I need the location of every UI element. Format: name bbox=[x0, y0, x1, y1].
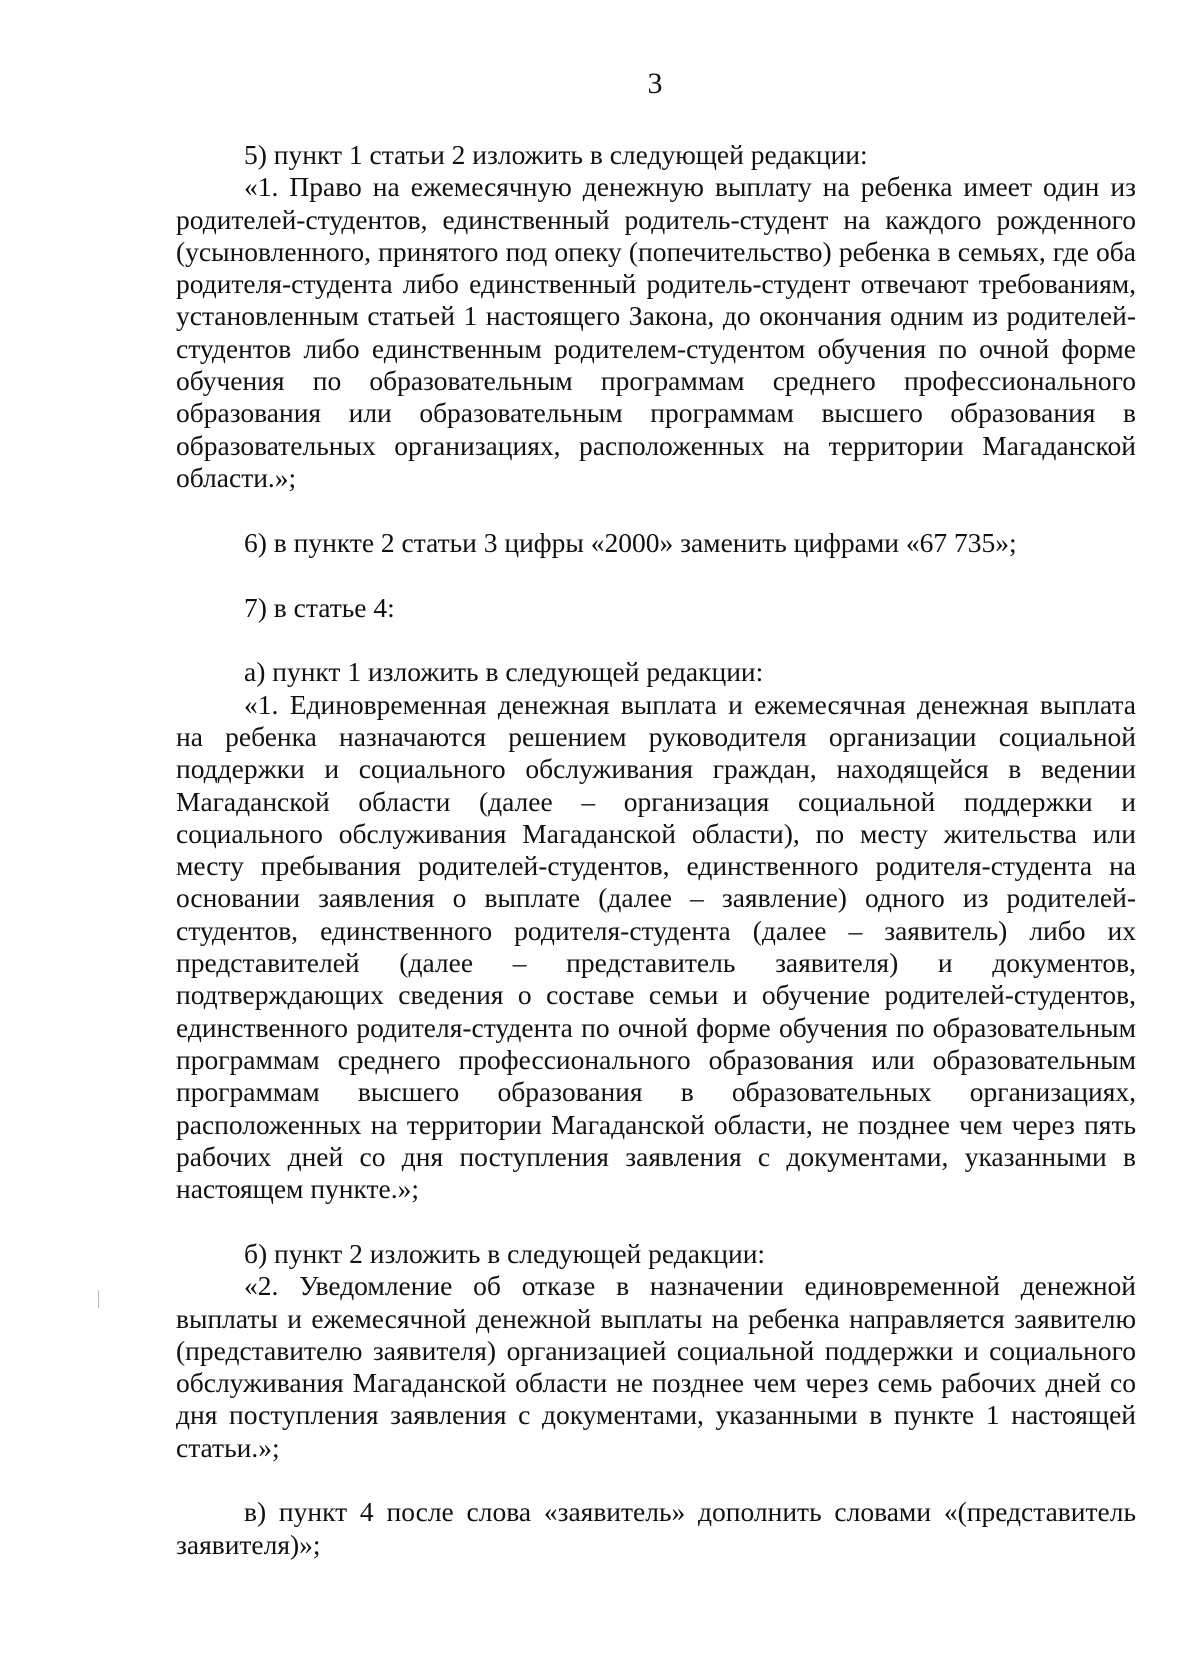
scan-artifact-mark bbox=[98, 1290, 99, 1308]
page-number: 3 bbox=[647, 67, 663, 100]
paragraph-item-5: 5) пункт 1 статьи 2 изложить в следующей редакции: bbox=[244, 139, 868, 170]
paragraph-item-7b: б) пункт 2 изложить в следующей редакции: bbox=[244, 1237, 766, 1269]
paragraph-item-7a: а) пункт 1 изложить в следующей редакции: bbox=[244, 656, 764, 688]
paragraph-item-7v: в) пункт 4 после слова «заявитель» дополнить словами «(представитель заявителя)»; bbox=[176, 1496, 1136, 1560]
paragraph-item-6: 6) в пункте 2 статьи 3 цифры «2000» заменить цифрами «67 735»; bbox=[244, 526, 1017, 558]
paragraph-item-7: 7) в статье 4: bbox=[244, 591, 395, 623]
paragraph-item-7b-text: «2. Уведомление об отказе в назначении единовременной денежной выплаты и ежемесячной денежной выплаты на ребенка направляется заявителю (представителю заявителя) организацией социальной поддержки и социального обслуживания Магаданской области не позднее чем через семь рабочих дней со дня поступления заявления с документами, указанными в пункте 1 настоящей статьи.»; bbox=[176, 1270, 1136, 1463]
document-body bbox=[176, 139, 1136, 1561]
paragraph-item-7a-text: «1. Единовременная денежная выплата и ежемесячная денежная выплата на ребенка назначаются решением руководителя организации социальной поддержки и социального обслуживания граждан, находящейся в ведении Магаданской области (далее – организация социальной поддержки и социального обслуживания Магаданской области), по месту жительства или месту пребывания родителей-студентов, единственного родителя-студента на основании заявления о выплате (далее – заявление) одного из родителей-студентов, единственного родителя-студента (далее – заявитель) либо их представителей (далее – представитель заявителя) и документов, подтверждающих сведения о составе семьи и обучение родителей-студентов, единственного родителя-студента по очной форме обучения по образовательным программам среднего профессионального образования или образовательным программам высшего образования в образовательных организациях, расположенных на территории Магаданской области, не позднее чем через пять рабочих дней со дня поступления заявления с документами, указанными в настоящем пункте.»; bbox=[176, 688, 1136, 1205]
paragraph-item-5-text: «1. Право на ежемесячную денежную выплату на ребенка имеет один из родителей-студентов, единственный родитель-студент на каждого рожденного (усыновленного, принятого под опеку (попечительство) ребенка в семьях, где оба родителя-студента либо единственный родитель-студент отвечают требованиям, установленным статьей 1 настоящего Закона, до окончания одним из родителей-студентов либо единственным родителем-студентом обучения по очной форме обучения по образовательным программам среднего профессионального образования или образовательным программам высшего образования в образовательных организациях, расположенных на территории Магаданской области.»; bbox=[176, 171, 1136, 493]
